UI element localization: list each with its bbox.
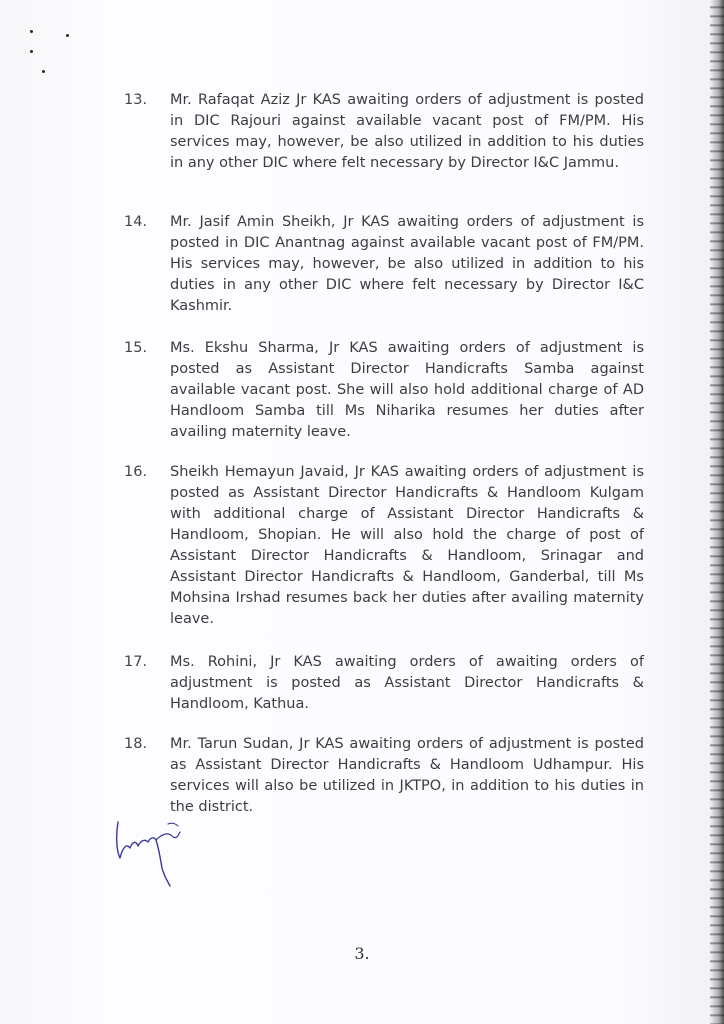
order-item-18: [124, 734, 644, 818]
page-number: 3.: [354, 944, 370, 963]
order-item-15: [124, 338, 644, 443]
order-item-16: [124, 462, 644, 630]
scan-specks: [28, 28, 78, 88]
item-text: Mr. Jasif Amin Sheikh, Jr KAS awaiting orders of adjustment is posted in DIC Anantnag against available vacant post of FM/PM. His services may, however, be also utilized in addition to his duties in any other DIC where felt necessary by Director I&C Kashmir.: [170, 214, 644, 314]
scan-edge-shadow: [710, 0, 724, 1024]
item-number: 13.: [124, 92, 148, 108]
item-text: Ms. Rohini, Jr KAS awaiting orders of awaiting orders of adjustment is posted as Assistant Director Handicrafts & Handloom, Kathua.: [170, 654, 644, 712]
item-number: 15.: [124, 340, 148, 356]
scan-speck: [66, 34, 69, 37]
item-number: 18.: [124, 736, 148, 752]
scan-speck: [42, 70, 45, 73]
item-number: 16.: [124, 464, 148, 480]
item-text: Sheikh Hemayun Javaid, Jr KAS awaiting orders of adjustment is posted as Assistant Director Handicrafts & Handloom Kulgam with additional charge of Assistant Director Handicrafts & Handloom, Shopian. He will also hold the charge of post of Assistant Director Handicrafts & Handloom, Srinagar and Assistant Director Handicrafts & Handloom, Ganderbal, till Ms Mohsina Irshad resumes back her duties after availing maternity leave.: [170, 464, 644, 627]
item-number: 17.: [124, 654, 148, 670]
item-number: 14.: [124, 214, 148, 230]
scan-speck: [30, 50, 33, 53]
item-text: Mr. Tarun Sudan, Jr KAS awaiting orders of adjustment is posted as Assistant Director Handicrafts & Handloom Udhampur. His services will also be utilized in JKTPO, in addition to his duties in the district.: [170, 736, 644, 815]
item-text: Mr. Rafaqat Aziz Jr KAS awaiting orders of adjustment is posted in DIC Rajouri against available vacant post of FM/PM. His services may, however, be also utilized in addition to his duties in any other DIC where felt necessary by Director I&C Jammu.: [170, 92, 644, 171]
handwritten-signature: [110, 812, 200, 892]
order-item-14: [124, 212, 644, 317]
scan-speck: [30, 30, 33, 33]
item-text: Ms. Ekshu Sharma, Jr KAS awaiting orders of adjustment is posted as Assistant Director Handicrafts Samba against available vacant post. She will also hold additional charge of AD Handloom Samba till Ms Niharika resumes her duties after availing maternity leave.: [170, 340, 644, 440]
order-item-17: [124, 652, 644, 715]
order-item-13: [124, 90, 644, 174]
